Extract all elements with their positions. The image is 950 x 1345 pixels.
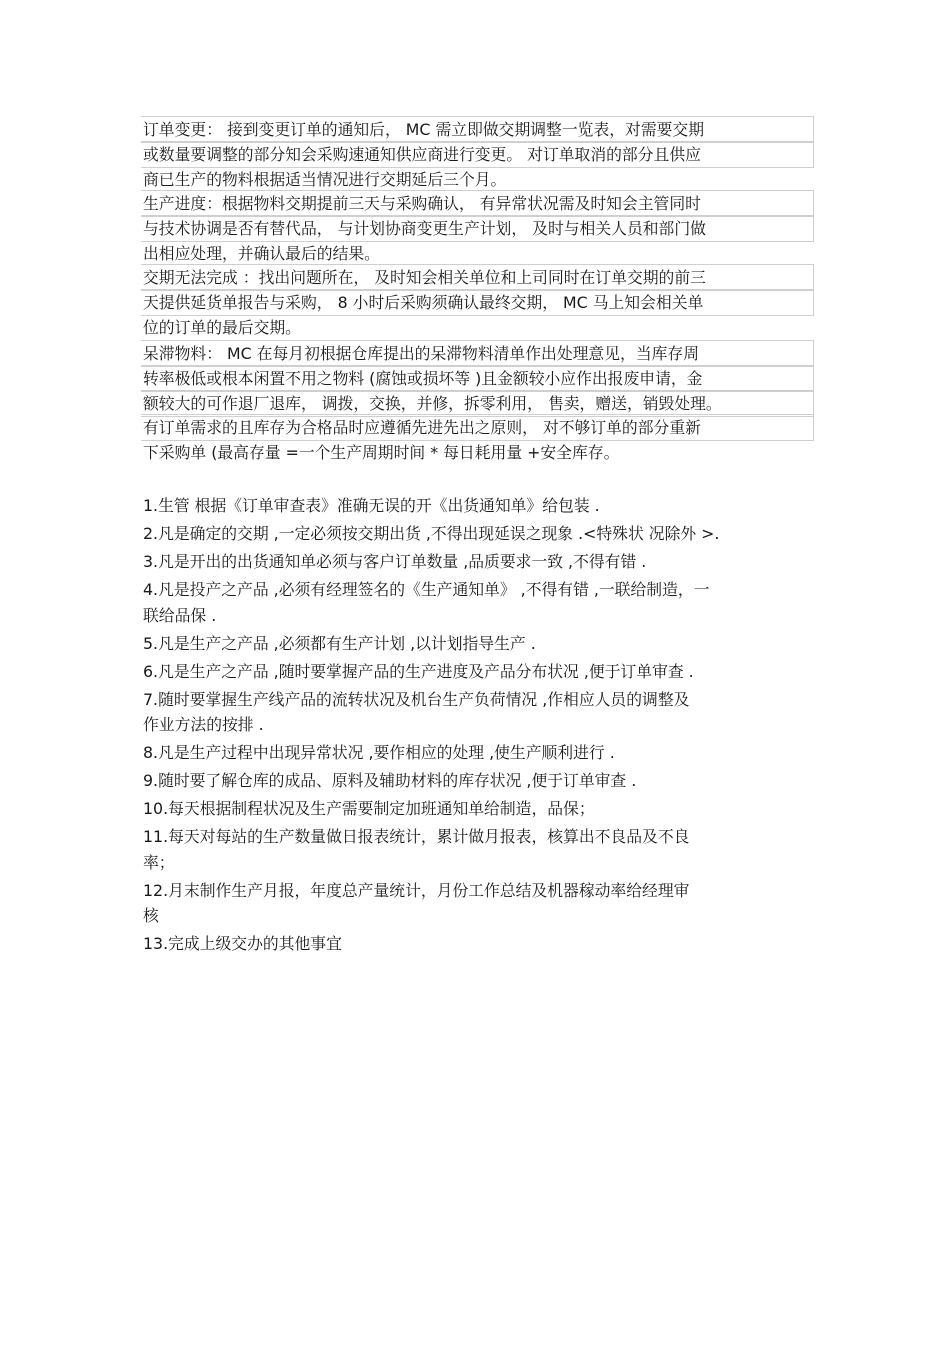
list-item-line: 3.凡是开出的出货通知单必须与客户订单数量 ,品质要求一致 ,不得有错 . [143,552,647,571]
list-item-line: 13.完成上级交办的其他事宜 [143,934,342,953]
list-item-line: 9.随时要了解仓库的成品、原料及辅助材料的库存状况 ,便于订单审查 . [143,771,637,790]
list-item-line: 8.凡是生产过程中出现异常状况 ,要作相应的处理 ,使生产顺利进行 . [143,743,615,762]
list-item [143,521,813,547]
list-item [143,687,813,738]
list-item [143,577,813,628]
text-line: 交期无法完成 ：找出问题所在， 及时知会相关单位和上司同时在订单交期的前三 [143,266,808,291]
list-item-line: 1.生管 根据《订单审查表》准确无误的开《出货通知单》给包装 . [143,496,600,515]
list-item [143,931,813,957]
list-item [143,878,813,929]
list-item [143,659,813,685]
list-item-line: 7.随时要掌握生产线产品的流转状况及机台生产负荷情况 ,作相应人员的调整及 [143,689,690,709]
list-item-line: 10.每天根据制程状况及生产需要制定加班通知单给制造，品保； [143,799,595,818]
list-item-line: 12.月末制作生产月报，年度总产量统计，月份工作总结及机器稼动率给经理审 [143,880,690,900]
list-item-line: 4.凡是投产之产品 ,必须有经理签名的《生产通知单》 ,不得有错 ,一联给制造，一 [143,580,710,599]
list-item-line: 率； [143,852,175,872]
section-slow-moving-material [143,342,808,466]
text-line: 出相应处理，并确认最后的结果。 [143,243,380,263]
text-line: 呆滞物料： MC 在每月初根据仓库提出的呆滞物料清单作出处理意见，当库存周 [143,342,808,367]
duty-list [143,493,813,959]
list-item [143,631,813,657]
text-line: 位的订单的最后交期。 [143,317,301,337]
list-item-line: 11.每天对每站的生产数量做日报表统计，累计做月报表，核算出不良品及不良 [143,827,690,846]
list-item [143,768,813,794]
text-line: 或数量要调整的部分知会采购速通知供应商进行变更。 对订单取消的部分且供应 [143,143,808,168]
section-production-progress [143,192,808,266]
text-line: 订单变更： 接到变更订单的通知后， MC 需立即做交期调整一览表，对需要交期 [143,118,808,143]
text-line: 额较大的可作退厂退库， 调拨，交换，并修，拆零利用， 售卖，赠送，销毁处理。 [143,392,808,417]
text-line: 下采购单 (最高存量 =一个生产周期时间 * 每日耗用量 +安全库存。 [143,443,620,463]
text-line: 商已生产的物料根据适当情况进行交期延后三个月。 [143,169,507,189]
list-item-line: 作业方法的按排 . [143,715,264,734]
list-item [143,740,813,766]
section-order-change [143,118,808,192]
text-line: 生产进度：根据物料交期提前三天与采购确认， 有异常状况需及时知会主管同时 [143,192,808,217]
list-item [143,549,813,575]
list-item [143,493,813,519]
list-item-line: 核 [143,906,159,925]
text-line: 有订单需求的且库存为合格品时应遵循先进先出之原则， 对不够订单的部分重新 [143,416,808,441]
text-line: 与技术协调是否有替代品， 与计划协商变更生产计划， 及时与相关人员和部门做 [143,217,808,242]
text-line: 转率极低或根本闲置不用之物料 (腐蚀或损坏等 )且金额较小应作出报废申请，金 [143,367,808,392]
list-item-line: 5.凡是生产之产品 ,必须都有生产计划 ,以计划指导生产 . [143,633,536,653]
list-item-line: 2.凡是确定的交期 ,一定必须按交期出货 ,不得出现延误之现象 .<特殊状 况除外 >. [143,524,720,543]
section-delivery-failure [143,266,808,340]
list-item [143,824,813,875]
list-item [143,796,813,822]
text-line: 天提供延货单报告与采购， 8 小时后采购须确认最终交期， MC 马上知会相关单 [143,291,808,316]
list-item-line: 联给品保 . [143,605,217,625]
list-item-line: 6.凡是生产之产品 ,随时要掌握产品的生产进度及产品分布状况 ,便于订单审查 . [143,661,694,681]
